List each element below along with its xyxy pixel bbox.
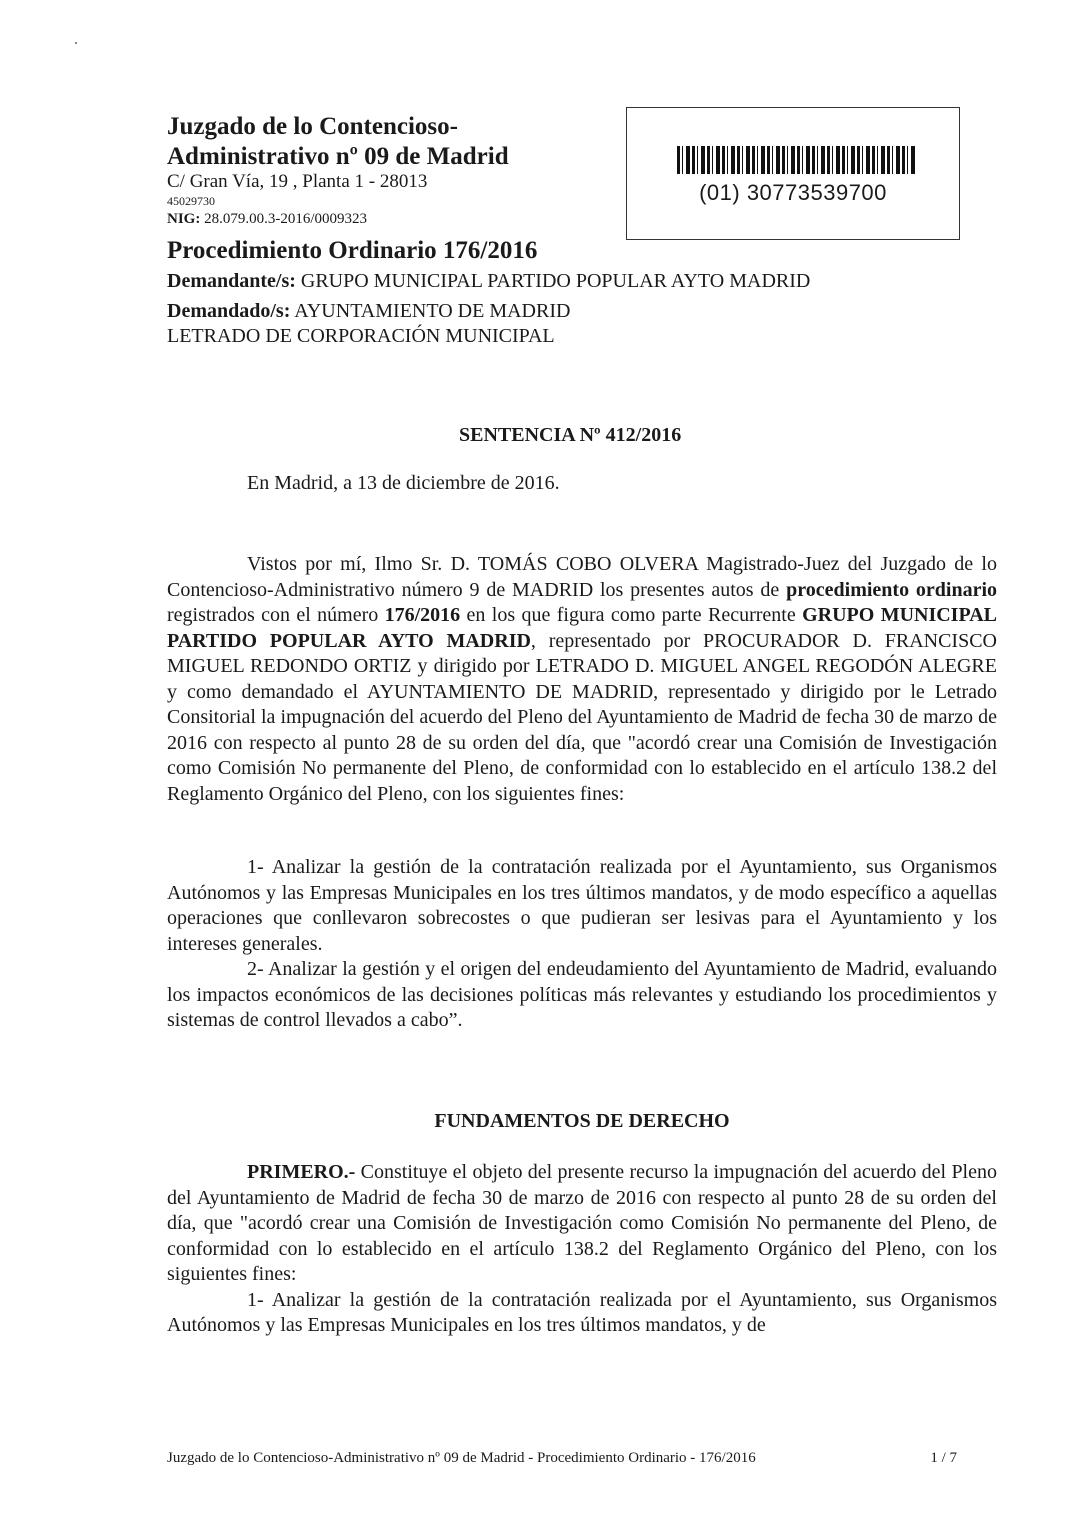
text-run: Vistos por mí, Ilmo Sr. D. TOMÁS COBO OLVERA Magistrado-Juez del Juzgado de lo Contencioso-Administrativo número 9 de MADRID los presentes autos de <box>167 553 997 601</box>
text-run-bold: 176/2016 <box>384 604 461 626</box>
text-run-bold: procedimiento ordinario <box>786 578 998 601</box>
court-code: 45029730 <box>167 194 215 208</box>
aim-item-1: 1- Analizar la gestión de la contratación realizada por el Ayuntamiento, sus Organismos Autónomos y las Empresas Municipales en los tres últimos mandatos, y de modo específico a aquellas operaciones que conllevaron sobrecostes o que pudieran ser lesivas para el Ayuntamiento y los intereses generales. <box>167 856 997 955</box>
primero-label: PRIMERO.- <box>247 1161 356 1183</box>
aim-item-2: 2- Analizar la gestión y el origen del endeudamiento del Ayuntamiento de Madrid, evaluando los impactos económicos de las decisiones políticas más relevantes y estudiando los procedimientos y sistemas de control llevados a cabo”. <box>167 958 997 1031</box>
procedure-title: Procedimiento Ordinario 176/2016 <box>167 237 538 264</box>
plaintiff <box>167 268 810 294</box>
barcode-icon <box>677 146 917 174</box>
court-name-line2: Administrativo nº 09 de Madrid <box>167 143 509 170</box>
opening-paragraph <box>167 552 997 807</box>
primero-aim-item-1: 1- Analizar la gestión de la contratación realizada por el Ayuntamiento, sus Organismos Autónomos y las Empresas Municipales en los tres últimos mandatos, y de <box>167 1288 997 1336</box>
sentence-date: En Madrid, a 13 de diciembre de 2016. <box>247 472 560 494</box>
text-run: en los que figura como parte Recurrente <box>460 604 803 626</box>
court-address: C/ Gran Vía, 19 , Planta 1 - 28013 <box>167 171 428 192</box>
page-number: 1 / 7 <box>930 1450 957 1466</box>
text-run: registrados con el número <box>167 604 385 626</box>
barcode-box <box>626 107 960 240</box>
court-name-line1: Juzgado de lo Contencioso- <box>167 113 458 140</box>
defendant <box>167 298 570 324</box>
page-footer <box>167 1450 957 1467</box>
primero-paragraph <box>167 1160 997 1339</box>
section-heading: FUNDAMENTOS DE DERECHO <box>434 1110 730 1132</box>
text-run: , representado por PROCURADOR D. FRANCISCO MIGUEL REDONDO ORTIZ y dirigido por LETRADO D. MIGUEL ANGEL REGODÓN ALEGRE y como demandado el AYUNTAMIENTO DE MADRID, representado y dirigido por le Letrado Consitorial la impugnación del acuerdo del Pleno del Ayuntamiento de Madrid de fecha 30 de marzo de 2016 con respecto al punto 28 de su orden del día, que "acordó crear una Comisión de Investigación como Comisión No permanente del Pleno, de conformidad con lo establecido en el artículo 138.2 del Reglamento Orgánico del Pleno, con los siguientes fines: <box>167 629 997 805</box>
barcode-number: (01) 30773539700 <box>699 180 887 205</box>
nig-label: NIG: <box>167 211 201 227</box>
sentence-title: SENTENCIA Nº 412/2016 <box>459 424 682 446</box>
defendant-label: Demandado/s: <box>167 300 291 322</box>
footer-text: Juzgado de lo Contencioso-Administrativo nº 09 de Madrid - Procedimiento Ordinario - 176/2016 <box>167 1450 756 1466</box>
text-run-bold: GRUPO MUNICIPAL PARTIDO POPULAR AYTO MADRID <box>167 604 997 652</box>
plaintiff-label: Demandante/s: <box>167 270 296 292</box>
aims-list <box>167 855 997 1034</box>
court-name <box>167 112 509 172</box>
nig <box>167 211 367 228</box>
defendant-second: LETRADO DE CORPORACIÓN MUNICIPAL <box>167 325 555 347</box>
plaintiff-value: GRUPO MUNICIPAL PARTIDO POPULAR AYTO MADRID <box>295 270 811 292</box>
defendant-value: AYUNTAMIENTO DE MADRID <box>290 300 571 322</box>
primero-text: Constituye el objeto del presente recurso la impugnación del acuerdo del Pleno del Ayuntamiento de Madrid de fecha 30 de marzo de 2016 con respecto al punto 28 de su orden del día, que "acordó crear una Comisión de Investigación como Comisión No permanente del Pleno, de conformidad con lo establecido en el artículo 138.2 del Reglamento Orgánico del Pleno, con los siguientes fines: <box>167 1161 997 1285</box>
scan-speck <box>75 42 77 44</box>
nig-value: 28.079.00.3-2016/0009323 <box>200 211 368 227</box>
